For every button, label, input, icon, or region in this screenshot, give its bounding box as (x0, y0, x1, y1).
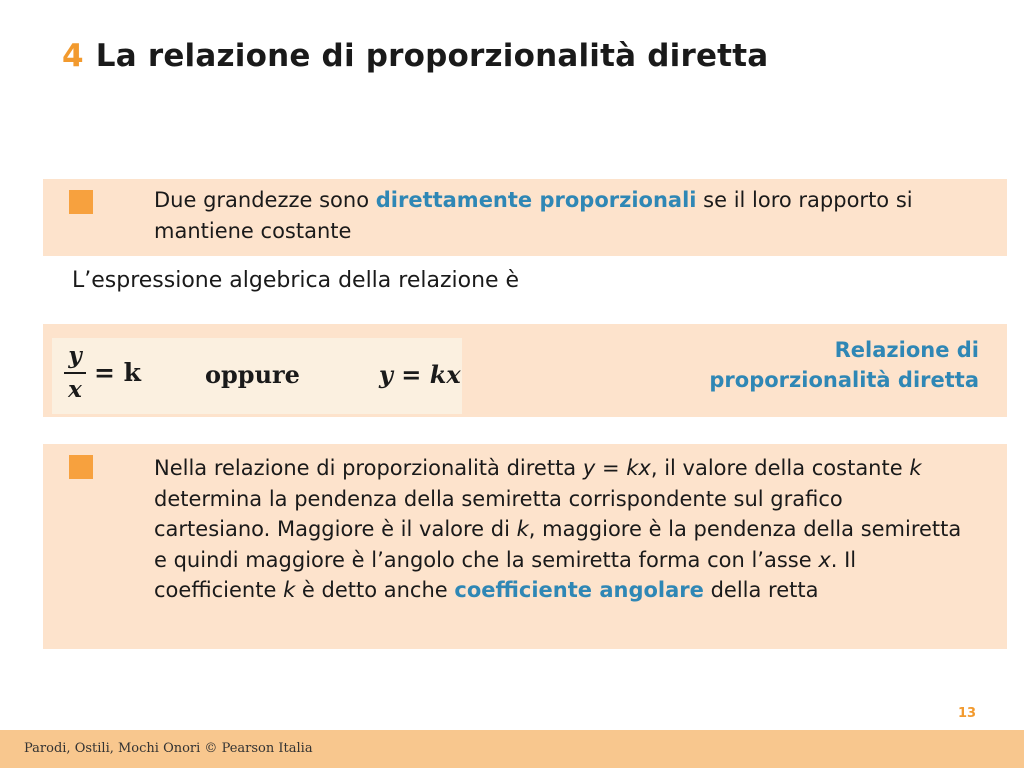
slide-title (62, 38, 768, 74)
page-number: 13 (958, 706, 977, 721)
formula-image (52, 338, 462, 414)
relation-label: Relazione di proporzionalità diretta (709, 338, 979, 392)
explanation-highlight: coefficiente angolare (454, 578, 704, 602)
fraction-y-over-x: y x (64, 342, 86, 404)
explanation-text: Nella relazione di proporzionalità diretta y = kx, il valore della costante k determina la pendenza della semiretta corrispondente sul grafico cartesiano. Maggiore è il valore di k, maggiore è la pendenza della semiretta e quindi maggiore è l’angolo che la semiretta forma con l’asse x. Il coefficiente k è detto anche coefficiente angolare della retta (154, 456, 962, 602)
equation-y-kx: y = kx (379, 360, 461, 389)
title-text: La relazione di proporzionalità diretta (95, 38, 769, 74)
definition-highlight: direttamente proporzionali (375, 188, 697, 212)
oppure-label: oppure (205, 360, 300, 389)
bullet-square-icon (69, 455, 93, 479)
explanation-box (43, 444, 1007, 649)
footer-bar (0, 730, 1024, 768)
bullet-square-icon (69, 190, 93, 214)
equals-k: = k (94, 358, 141, 387)
intro-text: L’espressione algebrica della relazione è (72, 268, 520, 293)
footer-credit: Parodi, Ostili, Mochi Onori © Pearson Italia (24, 741, 313, 756)
section-number: 4 (62, 38, 84, 74)
definition-text: Due grandezze sono direttamente proporzionali se il loro rapporto si mantiene costante (154, 188, 913, 243)
definition-box (43, 179, 1007, 256)
